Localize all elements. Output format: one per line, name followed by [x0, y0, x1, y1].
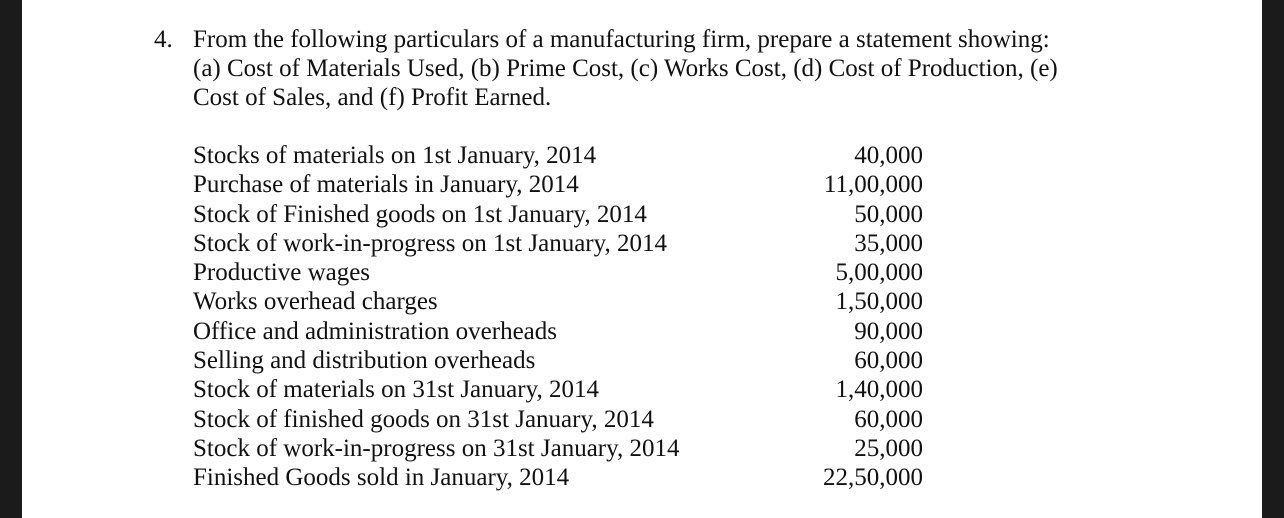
particular-label: Stocks of materials on 1st January, 2014	[193, 142, 597, 169]
particular-label: Purchase of materials in January, 2014	[193, 171, 579, 199]
particular-label: Selling and distribution overheads	[193, 347, 536, 375]
particulars-row	[193, 229, 923, 258]
particulars-row	[193, 141, 923, 170]
question-number: 4.	[154, 26, 173, 53]
particulars-row	[193, 405, 923, 434]
particular-label: Stock of work-in-progress on 1st January, 2014	[193, 229, 667, 257]
particular-amount: 50,000	[854, 200, 923, 228]
particular-amount: 22,50,000	[823, 464, 923, 492]
particular-label: Stock of finished goods on 31st January, 2014	[193, 405, 654, 433]
question-line: Cost of Sales, and (f) Profit Earned.	[193, 84, 552, 111]
particulars-row	[193, 375, 923, 404]
particular-label: Finished Goods sold in January, 2014	[193, 464, 570, 492]
particulars-row	[193, 317, 923, 346]
question-line: (a) Cost of Materials Used, (b) Prime Cost, (c) Works Cost, (d) Cost of Production, (e)	[193, 55, 1058, 82]
particular-amount: 5,00,000	[835, 259, 923, 287]
particular-amount: 1,40,000	[835, 376, 923, 404]
particulars-row	[193, 463, 923, 492]
particular-label: Stock of materials on 31st January, 2014	[193, 376, 599, 404]
particular-amount: 90,000	[854, 317, 923, 345]
question-text	[193, 25, 1153, 112]
particulars-row	[193, 287, 923, 316]
particular-label: Office and administration overheads	[193, 317, 558, 345]
particulars-row	[193, 346, 923, 375]
particulars-row	[193, 170, 923, 199]
particular-label: Works overhead charges	[193, 288, 438, 316]
particular-amount: 60,000	[854, 347, 923, 375]
particular-amount: 40,000	[854, 142, 923, 169]
particulars-table	[193, 141, 923, 493]
particular-amount: 60,000	[854, 405, 923, 433]
particular-label: Stock of Finished goods on 1st January, 2014	[193, 200, 647, 228]
particular-label: Stock of work-in-progress on 31st January, 2014	[193, 434, 680, 462]
question-line: From the following particulars of a manufacturing firm, prepare a statement showing:	[193, 26, 1050, 53]
particular-amount: 11,00,000	[823, 171, 923, 199]
document-page	[22, 0, 1262, 518]
particular-amount: 25,000	[854, 434, 923, 462]
particular-label: Productive wages	[193, 259, 371, 287]
particular-amount: 1,50,000	[835, 288, 923, 316]
particular-amount: 35,000	[854, 229, 923, 257]
particulars-row	[193, 200, 923, 229]
particulars-row	[193, 434, 923, 463]
particulars-row	[193, 258, 923, 287]
